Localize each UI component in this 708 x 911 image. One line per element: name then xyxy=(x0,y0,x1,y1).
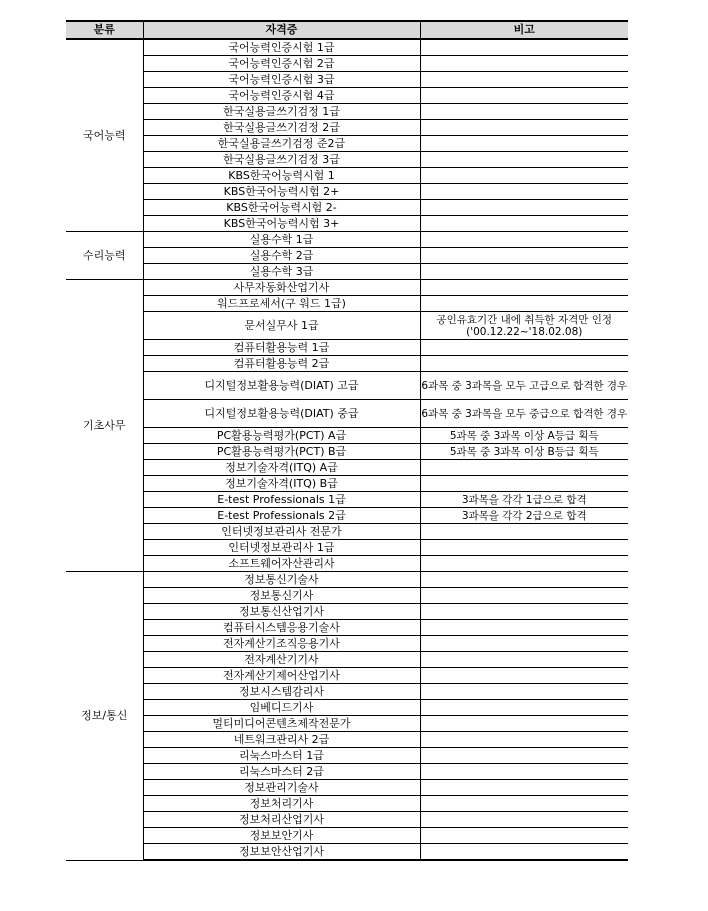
note-cell xyxy=(420,540,628,556)
certificate-name-cell: 워드프로세서(구 워드 1급) xyxy=(143,296,420,312)
note-cell xyxy=(420,168,628,184)
note-cell xyxy=(420,588,628,604)
certificate-name-cell: 리눅스마스터 1급 xyxy=(143,748,420,764)
table-row xyxy=(66,248,628,264)
table-row xyxy=(66,340,628,356)
table-row xyxy=(66,136,628,152)
table-row xyxy=(66,428,628,444)
table-row xyxy=(66,88,628,104)
category-cell: 정보/통신 xyxy=(66,572,143,861)
table-row xyxy=(66,120,628,136)
note-cell xyxy=(420,812,628,828)
certificate-name-cell: E-test Professionals 1급 xyxy=(143,492,420,508)
note-cell xyxy=(420,716,628,732)
table-row xyxy=(66,748,628,764)
table-row xyxy=(66,356,628,372)
table-row xyxy=(66,764,628,780)
table-row xyxy=(66,844,628,861)
table-row xyxy=(66,232,628,248)
certificate-name-cell: 정보처리기사 xyxy=(143,796,420,812)
certificate-name-cell: 정보통신기사 xyxy=(143,588,420,604)
table-row xyxy=(66,104,628,120)
certificate-name-cell: 한국실용글쓰기검정 준2급 xyxy=(143,136,420,152)
table-row xyxy=(66,652,628,668)
note-cell xyxy=(420,232,628,248)
note-cell: 3과목을 각각 1급으로 합격 xyxy=(420,492,628,508)
note-cell xyxy=(420,248,628,264)
certificate-name-cell: 국어능력인증시험 3급 xyxy=(143,72,420,88)
certificate-name-cell: E-test Professionals 2급 xyxy=(143,508,420,524)
note-cell xyxy=(420,296,628,312)
table-row xyxy=(66,184,628,200)
note-cell: 5과목 중 3과목 이상 A등급 획득 xyxy=(420,428,628,444)
certificate-name-cell: 문서실무사 1급 xyxy=(143,312,420,340)
note-cell xyxy=(420,524,628,540)
note-cell xyxy=(420,152,628,168)
table-row xyxy=(66,684,628,700)
note-cell xyxy=(420,280,628,296)
certificate-name-cell: 소프트웨어자산관리사 xyxy=(143,556,420,572)
certificate-name-cell: 정보보안기사 xyxy=(143,828,420,844)
certificate-name-cell: 국어능력인증시험 2급 xyxy=(143,56,420,72)
table-body xyxy=(66,39,628,860)
note-cell xyxy=(420,460,628,476)
note-cell xyxy=(420,264,628,280)
note-cell xyxy=(420,340,628,356)
certificate-name-cell: KBS한국어능력시험 3+ xyxy=(143,216,420,232)
table-row xyxy=(66,296,628,312)
note-cell xyxy=(420,828,628,844)
table-row xyxy=(66,620,628,636)
note-cell xyxy=(420,652,628,668)
header-category: 분류 xyxy=(66,21,143,39)
table-row xyxy=(66,56,628,72)
table-row xyxy=(66,152,628,168)
certificate-name-cell: 정보기술자격(ITQ) B급 xyxy=(143,476,420,492)
note-cell xyxy=(420,732,628,748)
certificate-name-cell: 리눅스마스터 2급 xyxy=(143,764,420,780)
table-row xyxy=(66,400,628,428)
table-row xyxy=(66,444,628,460)
table-row xyxy=(66,216,628,232)
certificate-name-cell: 컴퓨터활용능력 1급 xyxy=(143,340,420,356)
certificate-name-cell: 인터넷정보관리사 1급 xyxy=(143,540,420,556)
note-cell xyxy=(420,620,628,636)
note-cell xyxy=(420,636,628,652)
certificate-name-cell: 실용수학 1급 xyxy=(143,232,420,248)
note-cell xyxy=(420,684,628,700)
certificate-name-cell: 실용수학 2급 xyxy=(143,248,420,264)
note-cell xyxy=(420,572,628,588)
certificate-name-cell: 한국실용글쓰기검정 1급 xyxy=(143,104,420,120)
table-row xyxy=(66,540,628,556)
category-cell: 기초사무 xyxy=(66,280,143,572)
header-certificate: 자격증 xyxy=(143,21,420,39)
note-cell xyxy=(420,136,628,152)
table-row xyxy=(66,668,628,684)
note-cell xyxy=(420,39,628,56)
note-cell xyxy=(420,356,628,372)
note-cell xyxy=(420,700,628,716)
certificate-name-cell: 디지털정보활용능력(DIAT) 중급 xyxy=(143,400,420,428)
note-cell xyxy=(420,604,628,620)
table-row xyxy=(66,200,628,216)
table-row xyxy=(66,264,628,280)
certificate-name-cell: KBS한국어능력시험 1 xyxy=(143,168,420,184)
table-row xyxy=(66,312,628,340)
certificate-name-cell: 인터넷정보관리사 전문가 xyxy=(143,524,420,540)
table-row xyxy=(66,460,628,476)
certificate-name-cell: 실용수학 3급 xyxy=(143,264,420,280)
certificate-name-cell: 컴퓨터시스템응용기술사 xyxy=(143,620,420,636)
table-row xyxy=(66,280,628,296)
note-cell: 6과목 중 3과목을 모두 고급으로 합격한 경우 xyxy=(420,372,628,400)
table-header-row xyxy=(66,21,628,39)
certificate-name-cell: 한국실용글쓰기검정 3급 xyxy=(143,152,420,168)
note-cell xyxy=(420,780,628,796)
note-cell xyxy=(420,748,628,764)
category-cell: 국어능력 xyxy=(66,39,143,232)
certificate-name-cell: KBS한국어능력시험 2+ xyxy=(143,184,420,200)
note-cell: 5과목 중 3과목 이상 B등급 획득 xyxy=(420,444,628,460)
certificate-table xyxy=(66,20,628,861)
table-row xyxy=(66,572,628,588)
note-cell xyxy=(420,764,628,780)
table-row xyxy=(66,476,628,492)
note-cell xyxy=(420,216,628,232)
table-row xyxy=(66,588,628,604)
table-row xyxy=(66,508,628,524)
table-row xyxy=(66,72,628,88)
note-cell: 공인유효기간 내에 취득한 자격만 인정 ('00.12.22~'18.02.08) xyxy=(420,312,628,340)
table-row xyxy=(66,604,628,620)
table-row xyxy=(66,780,628,796)
table-row xyxy=(66,732,628,748)
category-cell: 수리능력 xyxy=(66,232,143,280)
note-cell xyxy=(420,104,628,120)
table-row xyxy=(66,372,628,400)
certificate-name-cell: PC활용능력평가(PCT) B급 xyxy=(143,444,420,460)
certificate-name-cell: 정보통신산업기사 xyxy=(143,604,420,620)
note-cell xyxy=(420,120,628,136)
note-cell xyxy=(420,844,628,861)
certificate-name-cell: 컴퓨터활용능력 2급 xyxy=(143,356,420,372)
certificate-name-cell: KBS한국어능력시험 2- xyxy=(143,200,420,216)
certificate-name-cell: 전자계산기조직응용기사 xyxy=(143,636,420,652)
note-cell xyxy=(420,556,628,572)
certificate-name-cell: 사무자동화산업기사 xyxy=(143,280,420,296)
note-cell xyxy=(420,796,628,812)
note-cell: 6과목 중 3과목을 모두 중급으로 합격한 경우 xyxy=(420,400,628,428)
note-cell xyxy=(420,200,628,216)
table-row xyxy=(66,636,628,652)
header-note: 비고 xyxy=(420,21,628,39)
note-cell xyxy=(420,88,628,104)
certificate-name-cell: 멀티미디어콘텐츠제작전문가 xyxy=(143,716,420,732)
certificate-name-cell: 전자계산기기사 xyxy=(143,652,420,668)
certificate-name-cell: 정보통신기술사 xyxy=(143,572,420,588)
note-cell xyxy=(420,476,628,492)
certificate-name-cell: 정보시스템감리사 xyxy=(143,684,420,700)
note-cell xyxy=(420,72,628,88)
table-row xyxy=(66,39,628,56)
certificate-name-cell: 국어능력인증시험 4급 xyxy=(143,88,420,104)
certificate-name-cell: 정보처리산업기사 xyxy=(143,812,420,828)
certificate-name-cell: 디지털정보활용능력(DIAT) 고급 xyxy=(143,372,420,400)
certificate-name-cell: 정보기술자격(ITQ) A급 xyxy=(143,460,420,476)
certificate-name-cell: 네트워크관리사 2급 xyxy=(143,732,420,748)
table-row xyxy=(66,828,628,844)
table-row xyxy=(66,524,628,540)
certificate-name-cell: PC활용능력평가(PCT) A급 xyxy=(143,428,420,444)
table-row xyxy=(66,716,628,732)
table-row xyxy=(66,556,628,572)
table-row xyxy=(66,700,628,716)
note-cell xyxy=(420,56,628,72)
certificate-name-cell: 정보관리기술사 xyxy=(143,780,420,796)
note-cell: 3과목을 각각 2급으로 합격 xyxy=(420,508,628,524)
table-row xyxy=(66,796,628,812)
note-cell xyxy=(420,668,628,684)
certificate-name-cell: 한국실용글쓰기검정 2급 xyxy=(143,120,420,136)
certificate-name-cell: 전자계산기제어산업기사 xyxy=(143,668,420,684)
table-row xyxy=(66,812,628,828)
certificate-name-cell: 임베디드기사 xyxy=(143,700,420,716)
note-cell xyxy=(420,184,628,200)
table-row xyxy=(66,168,628,184)
certificate-name-cell: 국어능력인증시험 1급 xyxy=(143,39,420,56)
table-row xyxy=(66,492,628,508)
certificate-name-cell: 정보보안산업기사 xyxy=(143,844,420,861)
